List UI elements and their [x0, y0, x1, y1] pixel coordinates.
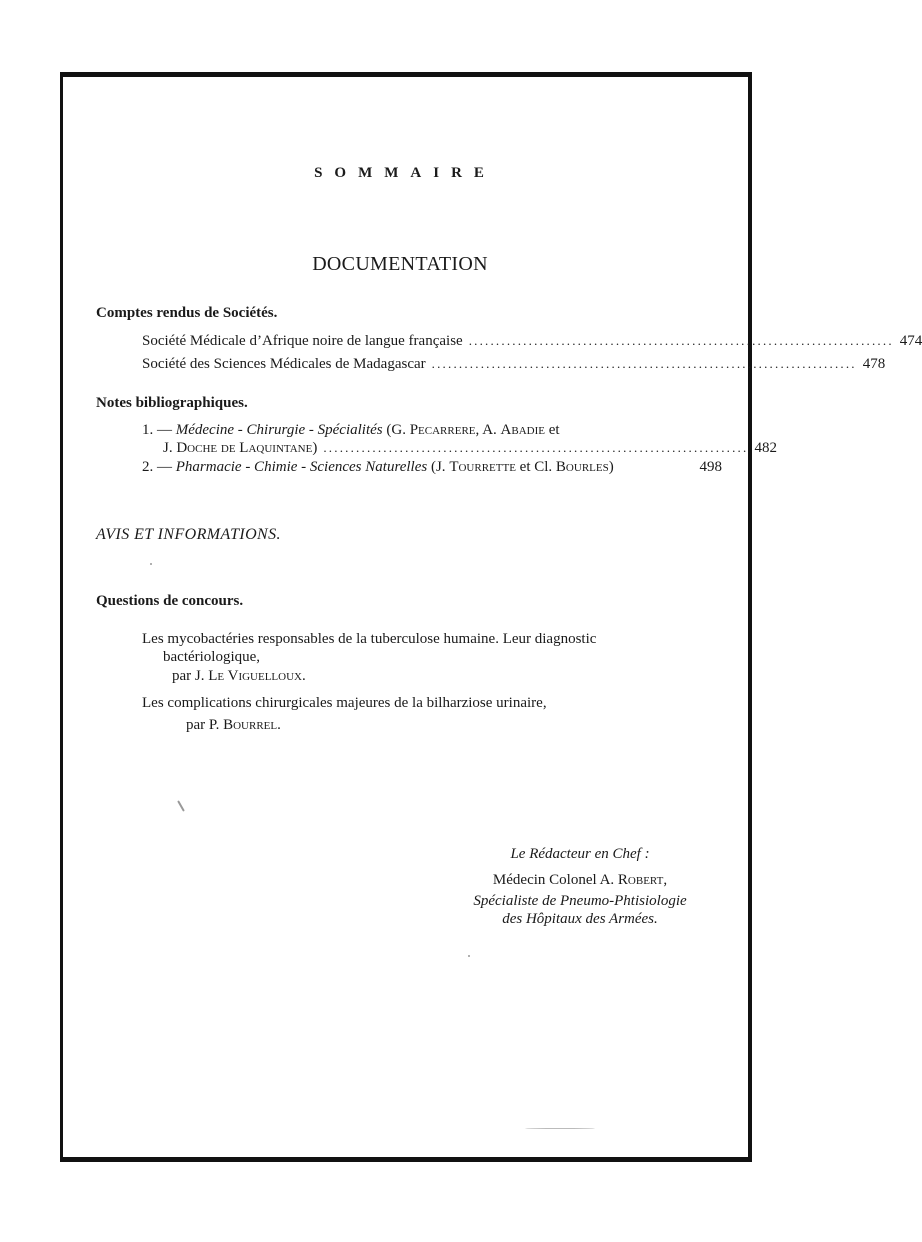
authors-text: J. — [163, 440, 177, 456]
question-1-line-2: bactériologique, — [163, 649, 261, 665]
author-name: Bourles — [555, 459, 609, 475]
scan-speck — [150, 563, 152, 565]
questions-heading: Questions de concours. — [96, 593, 244, 609]
name-text: , — [663, 872, 668, 888]
notes-heading: Notes bibliographiques. — [96, 395, 248, 411]
notes-item-1-line-1[interactable] — [142, 422, 560, 439]
toc-entry[interactable] — [142, 333, 922, 350]
avis-heading[interactable]: AVIS ET INFORMATIONS. — [96, 526, 281, 543]
notes-item-1-line-2[interactable] — [163, 440, 777, 457]
item-title: Pharmacie - Chimie - Sciences Naturelles — [175, 459, 428, 475]
signature-title-2: des Hôpitaux des Armées. — [502, 911, 658, 927]
question-2-line-1[interactable]: Les complications chirurgicales majeures de la bilharziose urinaire, — [142, 695, 547, 711]
by-text: par P. — [186, 717, 224, 733]
section-title: DOCUMENTATION — [312, 253, 488, 275]
sommaire-title: SOMMAIRE — [314, 165, 496, 181]
toc-entry-page: 498 — [699, 459, 722, 475]
by-text: par J. — [172, 668, 209, 684]
signature-title-1: Spécialiste de Pneumo-Phtisiologie — [473, 893, 687, 909]
notes-item-2[interactable] — [142, 459, 722, 476]
item-title: Médecine - Chirurgie - Spécialités — [175, 422, 383, 438]
author-name: Robert — [617, 872, 664, 888]
author-name: Doche de Laquintane — [176, 440, 313, 456]
toc-entry-page: 478 — [862, 356, 886, 372]
authors-text: ) — [312, 440, 318, 456]
comptes-heading: Comptes rendus de Sociétés. — [96, 305, 278, 321]
item-number: 1. — — [142, 422, 172, 438]
author-name: Le Viguelloux — [208, 668, 302, 684]
name-text: Médecin Colonel A. — [492, 872, 618, 888]
by-text: . — [301, 668, 306, 684]
toc-entry-text: Société Médicale d’Afrique noire de langue française — [142, 333, 463, 349]
dot-leader: .............................................................................. — [468, 333, 894, 348]
dot-leader: .............................................................................. — [431, 356, 857, 371]
item-number: 2. — — [142, 459, 172, 475]
dot-leader: .............................................................................. — [323, 440, 749, 455]
author-name: Tourrette — [449, 459, 516, 475]
toc-entry-page: 474 — [899, 333, 922, 349]
authors-text: ) — [608, 459, 614, 475]
signature-role: Le Rédacteur en Chef : — [510, 846, 650, 862]
authors-text: (G. — [386, 422, 410, 438]
authors-text: (J. — [427, 459, 450, 475]
author-name: Pecarrere — [409, 422, 476, 438]
signature-name — [440, 872, 720, 889]
scan-speck — [525, 1128, 595, 1129]
authors-text: et — [544, 422, 560, 438]
toc-entry-page: 482 — [754, 440, 777, 456]
page-border — [60, 72, 752, 1162]
by-text: . — [277, 717, 281, 733]
scan-speck — [468, 955, 470, 957]
authors-text: et Cl. — [515, 459, 556, 475]
author-name: Abadie — [500, 422, 545, 438]
question-2-author — [186, 717, 281, 734]
question-1-line-1[interactable]: Les mycobactéries responsables de la tuberculose humaine. Leur diagnostic — [142, 631, 597, 647]
question-1-author — [172, 668, 306, 685]
author-name: Bourrel — [223, 717, 278, 733]
authors-text: , A. — [475, 422, 501, 438]
toc-entry-text: Société des Sciences Médicales de Madagascar — [142, 356, 426, 372]
toc-entry[interactable] — [142, 356, 886, 373]
